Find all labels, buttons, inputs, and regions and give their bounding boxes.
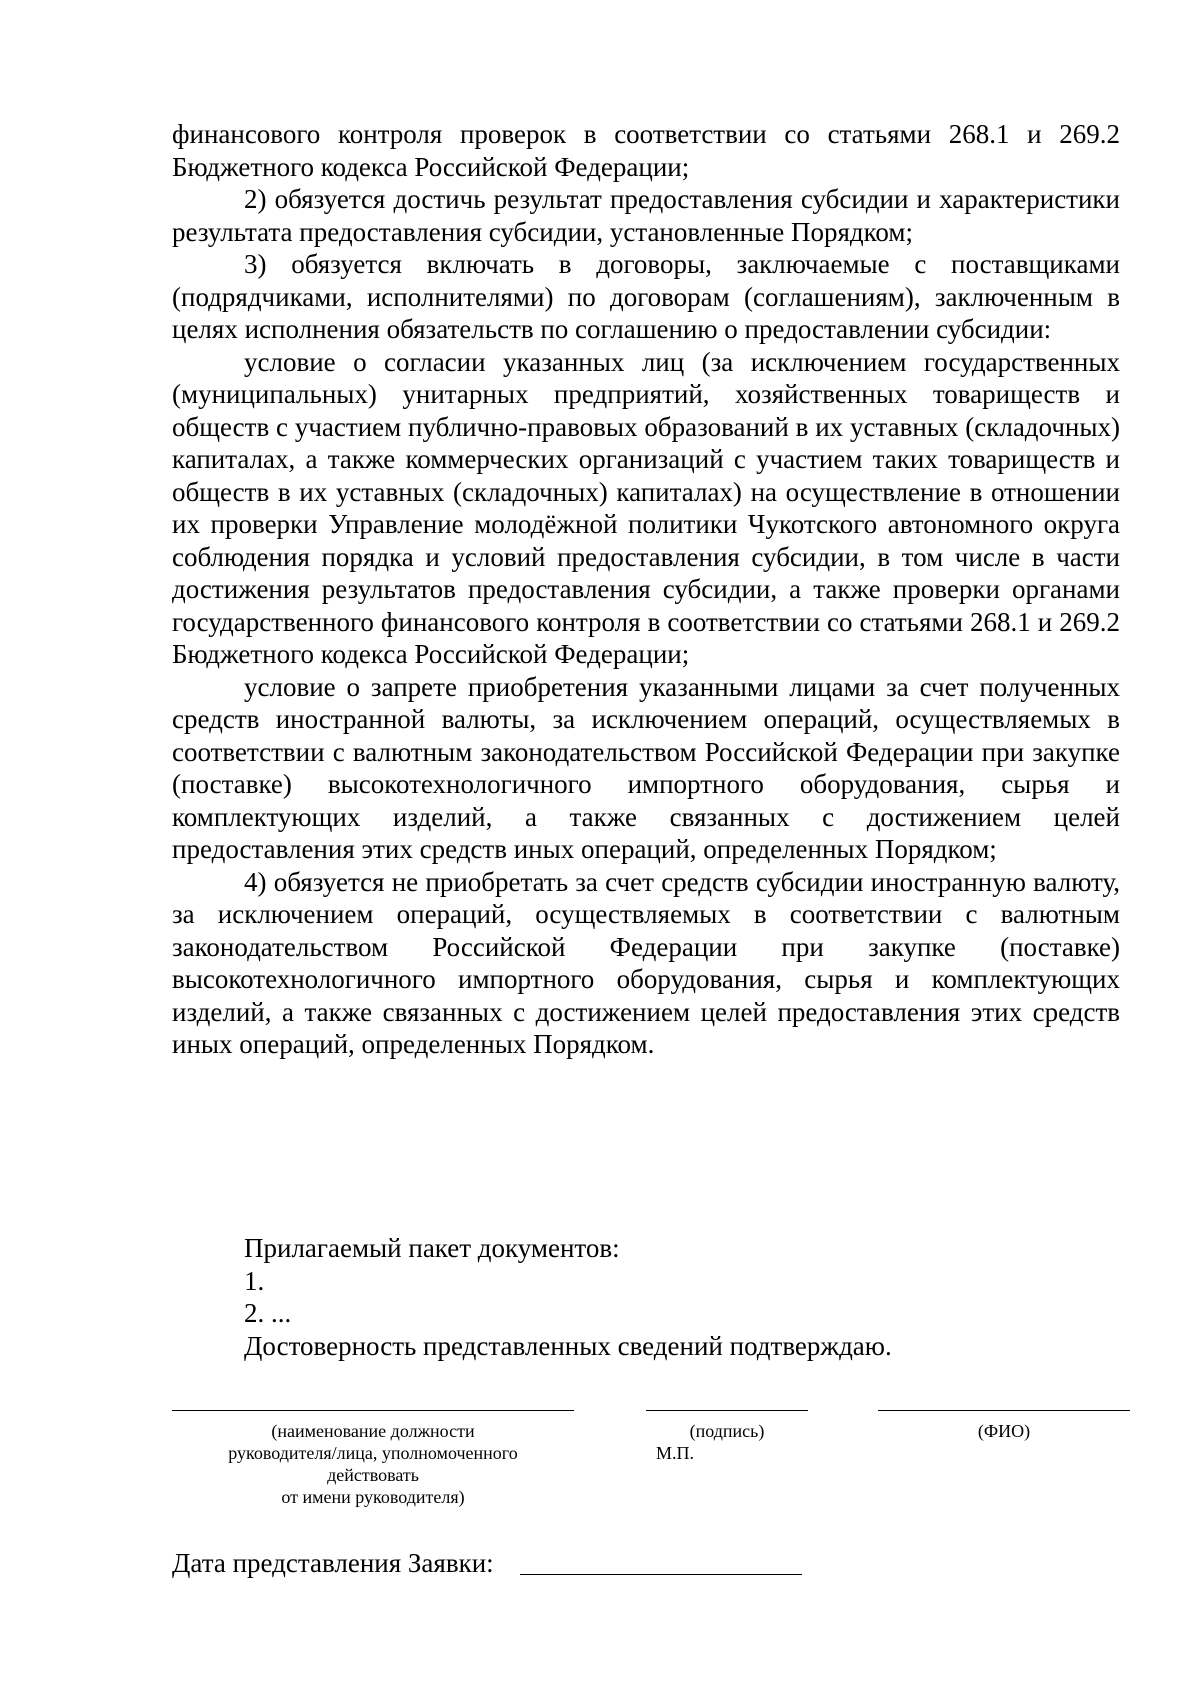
name-caption: (ФИО) [977,1421,1031,1441]
position-caption [172,1420,574,1508]
signature-line [646,1410,808,1411]
paragraph-0: финансового контроля проверок в соответствии со статьями 268.1 и 269.2 Бюджетного кодекса Российской Федерации; [172,119,1120,182]
position-caption-line-2: руководителя/лица, уполномоченного [228,1443,518,1463]
paragraph-4: условие о запрете приобретения указанными лицами за счет полученных средств иностранной валюты, за исключением операций, осуществляемых в соответствии с валютным законодательством Российской Федерации при закупке (поставке) высокотехнологичного импортного оборудования, сырья и комплектующих изделий, а также связанных с достижением целей предоставления этих средств иных операций, определенных Порядком; [172,671,1120,864]
paragraph-5: 4) обязуется не приобретать за счет средств субсидии иностранную валюту, за исключением операций, осуществляемых в соответствии с валютным законодательством Российской Федерации при закупке (поставке) высокотехнологичного импортного оборудования, сырья и комплектующих изделий, а также связанных с достижением целей предоставления этих средств иных операций, определенных Порядком. [172,866,1120,1059]
position-caption-line-3: действовать [327,1465,419,1485]
attachment-item-2: 2. ... [244,1298,292,1328]
submission-date-field[interactable] [520,1574,802,1575]
submission-date-label: Дата представления Заявки: [172,1548,494,1578]
attachment-item-1: 1. [244,1265,265,1296]
signature-caption: (подпись) [689,1421,765,1441]
paragraph-2: 3) обязуется включать в договоры, заключаемые с поставщиками (подрядчиками, исполнителями) по договорам (соглашениям), заключенным в целях исполнения обязательств по соглашению о предоставлении субсидии: [172,249,1120,344]
position-caption-line-4: от имени руководителя) [281,1487,465,1507]
attachments-block [244,1232,1124,1362]
paragraph-3: условие о согласии указанных лиц (за исключением государственных (муниципальных) унитарных предприятий, хозяйственных товариществ и обществ с участием публично-правовых образований в их уставных (складочных) капиталах, а также коммерческих организаций с участием таких товариществ и обществ в их уставных (складочных) капиталах) на осуществление в отношении их проверки Управление молодёжной политики Чукотского автономного округа соблюдения порядка и условий предоставления субсидии, в том числе в части достижения результатов предоставления субсидии, а также проверки органами государственного финансового контроля в соответствии со статьями 268.1 и 269.2 Бюджетного кодекса Российской Федерации; [172,346,1120,669]
confirmation-text: Достоверность представленных сведений подтверждаю. [244,1330,892,1361]
position-caption-line-1: (наименование должности [271,1421,475,1441]
paragraph-1: 2) обязуется достичь результат предоставления субсидии и характеристики результата предоставления субсидии, установленные Порядком; [172,184,1120,247]
name-signature-line [878,1410,1130,1411]
document-body [172,118,1120,1061]
attachments-heading: Прилагаемый пакет документов: [244,1233,620,1263]
seal-label: М.П. [656,1443,695,1463]
position-signature-line [172,1410,574,1411]
